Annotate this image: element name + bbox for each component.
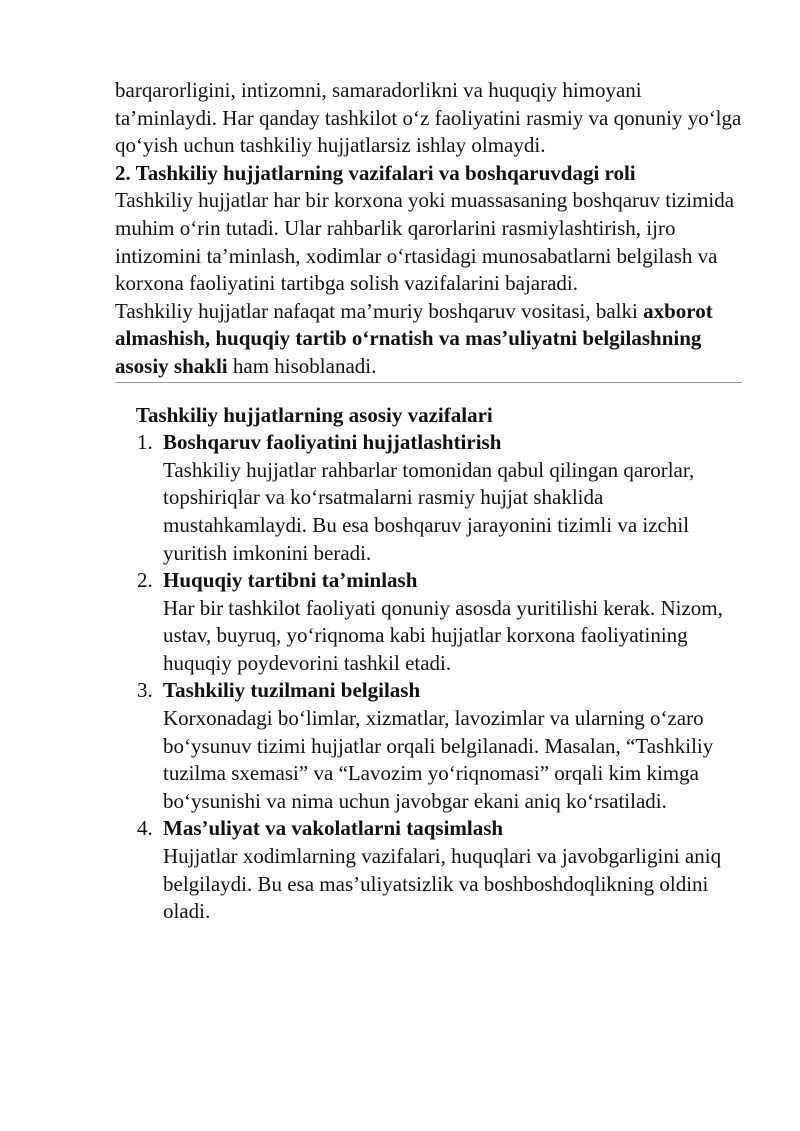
document-page xyxy=(115,77,745,926)
functions-heading-text: Tashkiliy hujjatlarning asosiy vazifalari xyxy=(135,402,493,427)
list-item-title: Mas’uliyat va vakolatlarni taqsimlash xyxy=(163,816,504,841)
list-item-number: 2. xyxy=(137,568,153,593)
list-item xyxy=(115,815,745,925)
list-item xyxy=(115,567,745,677)
list-item-number: 4. xyxy=(137,816,153,841)
list-item-title: Boshqaruv faoliyatini hujjatlashtirish xyxy=(163,430,502,455)
paragraph-2-emphasis: axborot almashish, huquqiy tartib o‘rnatish va mas’uliyatni belgilashning asosiy shakli xyxy=(115,298,713,378)
list-item-number: 3. xyxy=(137,678,153,703)
list-item-title: Huquqiy tartibni ta’minlash xyxy=(163,568,418,593)
section-2-heading: 2. Tashkiliy hujjatlarning vazifalari va boshqaruvdagi roli xyxy=(115,160,636,185)
functions-heading xyxy=(115,402,745,430)
list-item xyxy=(115,677,745,815)
list-item xyxy=(115,429,745,567)
section-2-paragraph-1: Tashkiliy hujjatlar har bir korxona yoki muassasaning boshqaruv tizimida muhim o‘rin tutadi. Ular rahbarlik qarorlarini rasmiylashtirish, ijro intizomini ta’minlash, xodimlar o‘rtasidagi munosabatlarni belgilash va korxona faoliyatini tartibga solish vazifalarini bajaradi. xyxy=(115,188,735,296)
list-item-number: 1. xyxy=(137,430,153,455)
section-2-paragraph-2 xyxy=(115,298,745,381)
paragraph-2-end: ham hisoblanadi. xyxy=(227,353,377,378)
functions-list xyxy=(115,429,745,926)
list-item-body: Hujjatlar xodimlarning vazifalari, huquqlari va javobgarligini aniq belgilaydi. Bu esa mas’uliyatsizlik va boshboshdoqlikning oldini oladi. xyxy=(163,844,722,924)
list-item-body: Har bir tashkilot faoliyati qonuniy asosda yuritilishi kerak. Nizom, ustav, buyruq, yo‘riqnoma kabi hujjatlar korxona faoliyatining huquqiy poydevorini tashkil etadi. xyxy=(163,595,723,675)
list-item-body: Tashkiliy hujjatlar rahbarlar tomonidan qabul qilingan qarorlar, topshiriqlar va ko‘rsatmalarni rasmiy hujjat shaklida mustahkamlaydi. Bu esa boshqaruv jarayonini tizimli va izchil yuritish imkonini beradi. xyxy=(163,457,695,565)
intro-continuation-paragraph: barqarorligini, intizomni, samaradorlikni va huquqiy himoyani ta’minlaydi. Har qanday tashkilot o‘z faoliyatini rasmiy va qonuniy yo‘lga qo‘yish uchun tashkiliy hujjatlarsiz ishlay olmaydi. xyxy=(115,78,742,158)
paragraph-2-start: Tashkiliy hujjatlar nafaqat ma’muriy boshqaruv vositasi, balki xyxy=(115,298,644,323)
list-item-body: Korxonadagi bo‘limlar, xizmatlar, lavozimlar va ularning o‘zaro bo‘ysunuv tizimi hujjatlar orqali belgilanadi. Masalan, “Tashkiliy tuzilma sxemasi” va “Lavozim yo‘riqnomasi” orqali kim kimga bo‘ysunishi va nima uchun javobgar ekani aniq ko‘rsatiladi. xyxy=(163,706,714,813)
list-item-title: Tashkiliy tuzilmani belgilash xyxy=(163,678,421,703)
horizontal-divider xyxy=(115,382,742,383)
